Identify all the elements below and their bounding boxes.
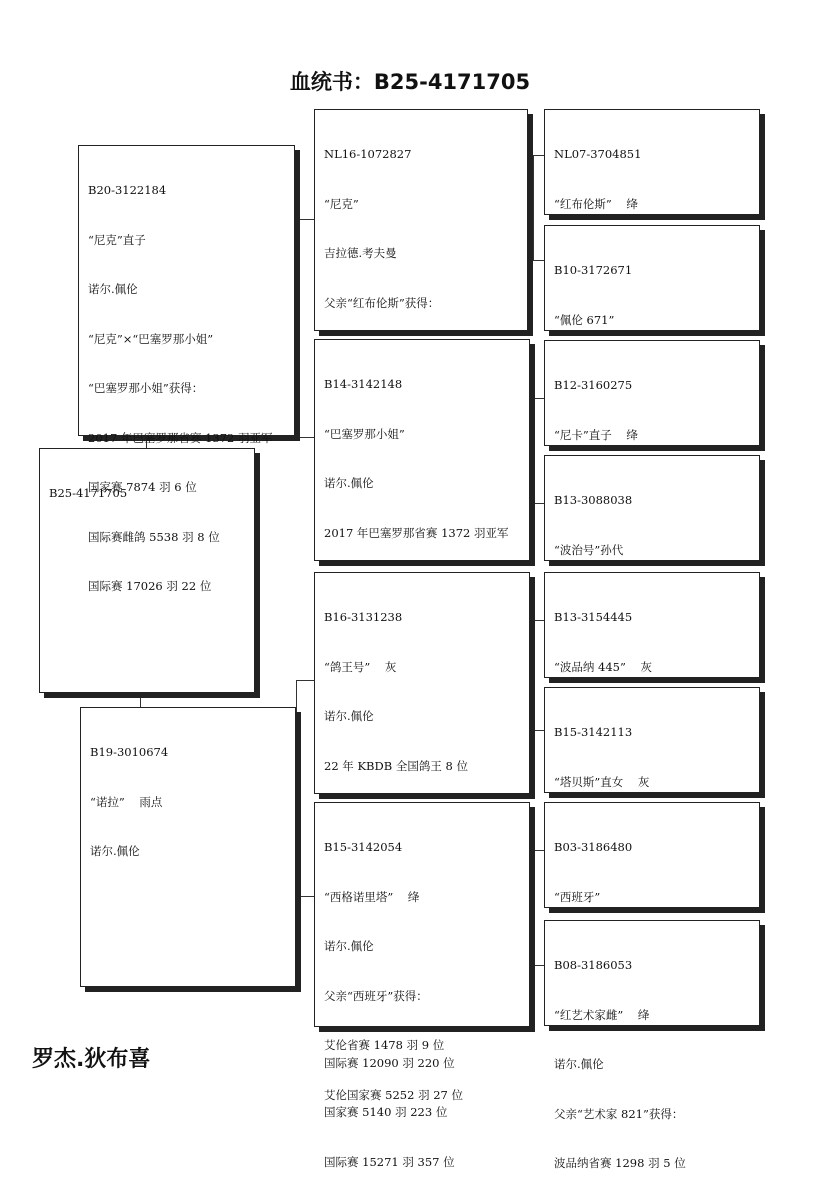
info-line: 父亲“红布伦斯”获得：: [324, 295, 440, 310]
ring-number: NL16-1072827: [324, 147, 412, 161]
ancestor-card-mfm: [544, 687, 760, 793]
info-line: “巴塞罗那小姐”: [324, 426, 405, 441]
info-line: 吉拉德.考夫曼: [324, 246, 397, 260]
info-line: “红布伦斯” 绛: [554, 196, 638, 211]
mother-card: [80, 707, 296, 987]
ring-number: B13-3088038: [554, 493, 633, 507]
info-line: “西班牙”: [554, 889, 601, 904]
info-line: “波品纳 445” 灰: [554, 659, 652, 674]
info-line: 国际赛雌鸽 5538 羽 8 位: [88, 529, 220, 544]
info-line: 22 年 KBDB 全国鸽王 8 位: [324, 758, 468, 773]
info-line: 国际赛 17026 羽 22 位: [88, 579, 212, 593]
info-line: “尼克”×“巴塞罗那小姐”: [88, 331, 214, 346]
ring-number: B19-3010674: [90, 745, 169, 759]
ring-number: NL07-3704851: [554, 147, 642, 161]
ancestor-card-fmm: [544, 455, 760, 561]
ring-number: B14-3142148: [324, 377, 403, 391]
info-line: “尼克”: [324, 196, 359, 211]
info-line: “巴塞罗那小姐”获得：: [88, 381, 204, 395]
ancestor-card-fff: [544, 109, 760, 215]
ancestor-card-mff: [544, 572, 760, 678]
info-line: 国家赛 7874 羽 6 位: [88, 480, 197, 494]
info-line: 波品纳省赛 1298 羽 5 位: [554, 1156, 686, 1170]
connector-line: [533, 850, 534, 965]
connector-line: [533, 398, 534, 503]
page-title: 血统书：B25-4171705: [289, 70, 531, 94]
ancestor-card-fmf: [544, 340, 760, 446]
connector-line: [533, 503, 544, 504]
info-line: “塔贝斯”直女 灰: [554, 774, 650, 789]
breeder-name: 罗杰.狄布喜: [32, 1047, 151, 1072]
connector-line: [295, 437, 314, 438]
info-line: “波治号”孙代: [554, 542, 624, 557]
connector-line: [295, 219, 314, 220]
connector-line: [533, 730, 544, 731]
info-line: 父亲“艺术家 821”获得：: [554, 1106, 684, 1121]
info-line: “诺拉” 雨点: [90, 794, 163, 809]
ancestor-card-mmm: [544, 920, 760, 1170]
ancestor-card-ffm: [544, 225, 760, 331]
info-line: 国际赛 15271 羽 357 位: [324, 1154, 455, 1169]
connector-line: [296, 896, 314, 897]
info-line: “佩伦 671”: [554, 312, 615, 327]
ring-number: B15-3142054: [324, 840, 403, 854]
ring-number: B15-3142113: [554, 725, 633, 739]
connector-line: [296, 680, 314, 681]
ancestor-card-mmf: [544, 802, 760, 908]
ring-number: B16-3131238: [324, 610, 403, 624]
grandsire-paternal-card: [314, 109, 528, 331]
ring-number: B10-3172671: [554, 263, 633, 277]
ring-number: B03-3186480: [554, 840, 633, 854]
ring-number: B25-4171705: [49, 486, 128, 500]
connector-line: [296, 680, 297, 896]
info-line: 诺尔.佩伦: [88, 282, 138, 296]
info-line: “西格诺里塔” 绛: [324, 889, 420, 904]
ring-number: B08-3186053: [554, 958, 633, 972]
connector-line: [295, 219, 296, 437]
info-line: 诺尔.佩伦: [554, 1057, 604, 1071]
info-line: 2017 年巴塞罗那省赛 1372 羽亚军: [88, 430, 273, 445]
info-line: “红艺术家雌” 绛: [554, 1007, 650, 1022]
info-line: 诺尔.佩伦: [324, 939, 374, 953]
info-line: 诺尔.佩伦: [324, 476, 374, 490]
connector-line: [533, 620, 544, 621]
info-line: 诺尔.佩伦: [90, 844, 140, 858]
connector-line: [533, 155, 544, 156]
info-line: 2017 年巴塞罗那省赛 1372 羽亚军: [324, 525, 509, 540]
info-line: 国际赛 12090 羽 220 位: [324, 1055, 455, 1070]
connector-line: [533, 155, 534, 260]
connector-line: [533, 620, 534, 730]
connector-line: [533, 850, 544, 851]
granddam-paternal-card: [314, 339, 530, 561]
info-line: 诺尔.佩伦: [324, 709, 374, 723]
connector-line: [533, 965, 544, 966]
connector-line: [533, 260, 544, 261]
info-line: “尼克”直子: [88, 232, 146, 247]
info-line: 艾伦省赛 1478 羽 9 位: [324, 1038, 445, 1052]
ring-number: B12-3160275: [554, 378, 633, 392]
info-line: 艾伦国家赛 5252 羽 27 位: [324, 1087, 464, 1102]
info-line: “尼卡”直子 绛: [554, 427, 638, 442]
ring-number: B13-3154445: [554, 610, 633, 624]
connector-line: [140, 692, 141, 707]
ring-number: B20-3122184: [88, 183, 167, 197]
info-line: 国家赛 5140 羽 223 位: [324, 1105, 448, 1119]
info-line: 父亲“西班牙”获得：: [324, 988, 428, 1003]
connector-line: [533, 398, 544, 399]
info-line: “鸽王号” 灰: [324, 659, 397, 674]
